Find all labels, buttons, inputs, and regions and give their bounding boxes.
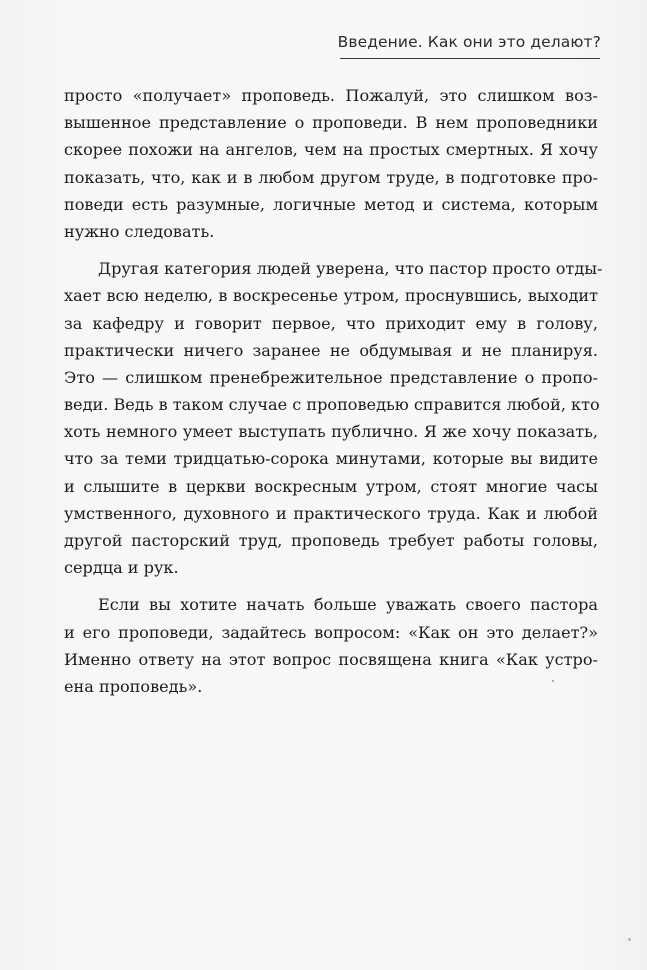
text-line: что за теми тридцатью-сорока минутами, которые вы видите <box>64 449 598 469</box>
text-line: и слышите в церкви воскресным утром, стоят многие часы <box>64 476 598 496</box>
text-line: другой пасторский труд, проповедь требует работы головы, <box>64 531 598 550</box>
text-line: за кафедру и говорит первое, что приходит ему в голову, <box>64 313 598 333</box>
text-line: хает всю неделю, в воскресенье утром, проснувшись, выходит <box>64 286 598 306</box>
running-head-rule <box>340 58 600 59</box>
text-line: нужно следовать. <box>64 221 215 241</box>
paragraph-gap <box>64 581 598 591</box>
body-text <box>64 82 603 700</box>
text-line: и его проповеди, задайтесь вопросом: «Как он это делает?» <box>64 622 598 642</box>
text-line: скорее похожи на ангелов, чем на простых смертных. Я хочу <box>64 140 598 160</box>
text-line: умственного, духовного и практического труда. Как и любой <box>64 503 598 523</box>
text-line: Это — слишком пренебрежительное представление о пропо- <box>64 367 598 387</box>
text-line: просто «получает» проповедь. Пожалуй, это слишком воз- <box>64 86 598 105</box>
text-line: практически ничего заранее не обдумывая и не планируя. <box>64 340 598 360</box>
text-line: поведи есть разумные, логичные метод и система, которым <box>64 194 598 214</box>
text-line: Другая категория людей уверена, что пастор просто отды- <box>98 259 603 279</box>
paragraph-gap <box>64 245 598 255</box>
text-line: сердца и рук. <box>64 558 179 578</box>
paper-speck <box>628 938 631 941</box>
text-line: показать, что, как и в любом другом труде, в подготовке про- <box>64 167 598 187</box>
text-line: Если вы хотите начать больше уважать своего пастора <box>98 595 598 615</box>
text-line: вышенное представление о проповеди. В нем проповедники <box>64 113 598 133</box>
text-line: хоть немного умеет выступать публично. Я же хочу показать, <box>64 422 598 442</box>
running-head: Введение. Как они это делают? <box>337 33 601 51</box>
text-line: веди. Ведь в таком случае с проповедью справится любой, кто <box>64 395 600 415</box>
text-line: Именно ответу на этот вопрос посвящена книга «Как устро- <box>64 649 598 669</box>
paper-speck <box>552 680 554 682</box>
text-line: ена проповедь». <box>64 676 203 696</box>
